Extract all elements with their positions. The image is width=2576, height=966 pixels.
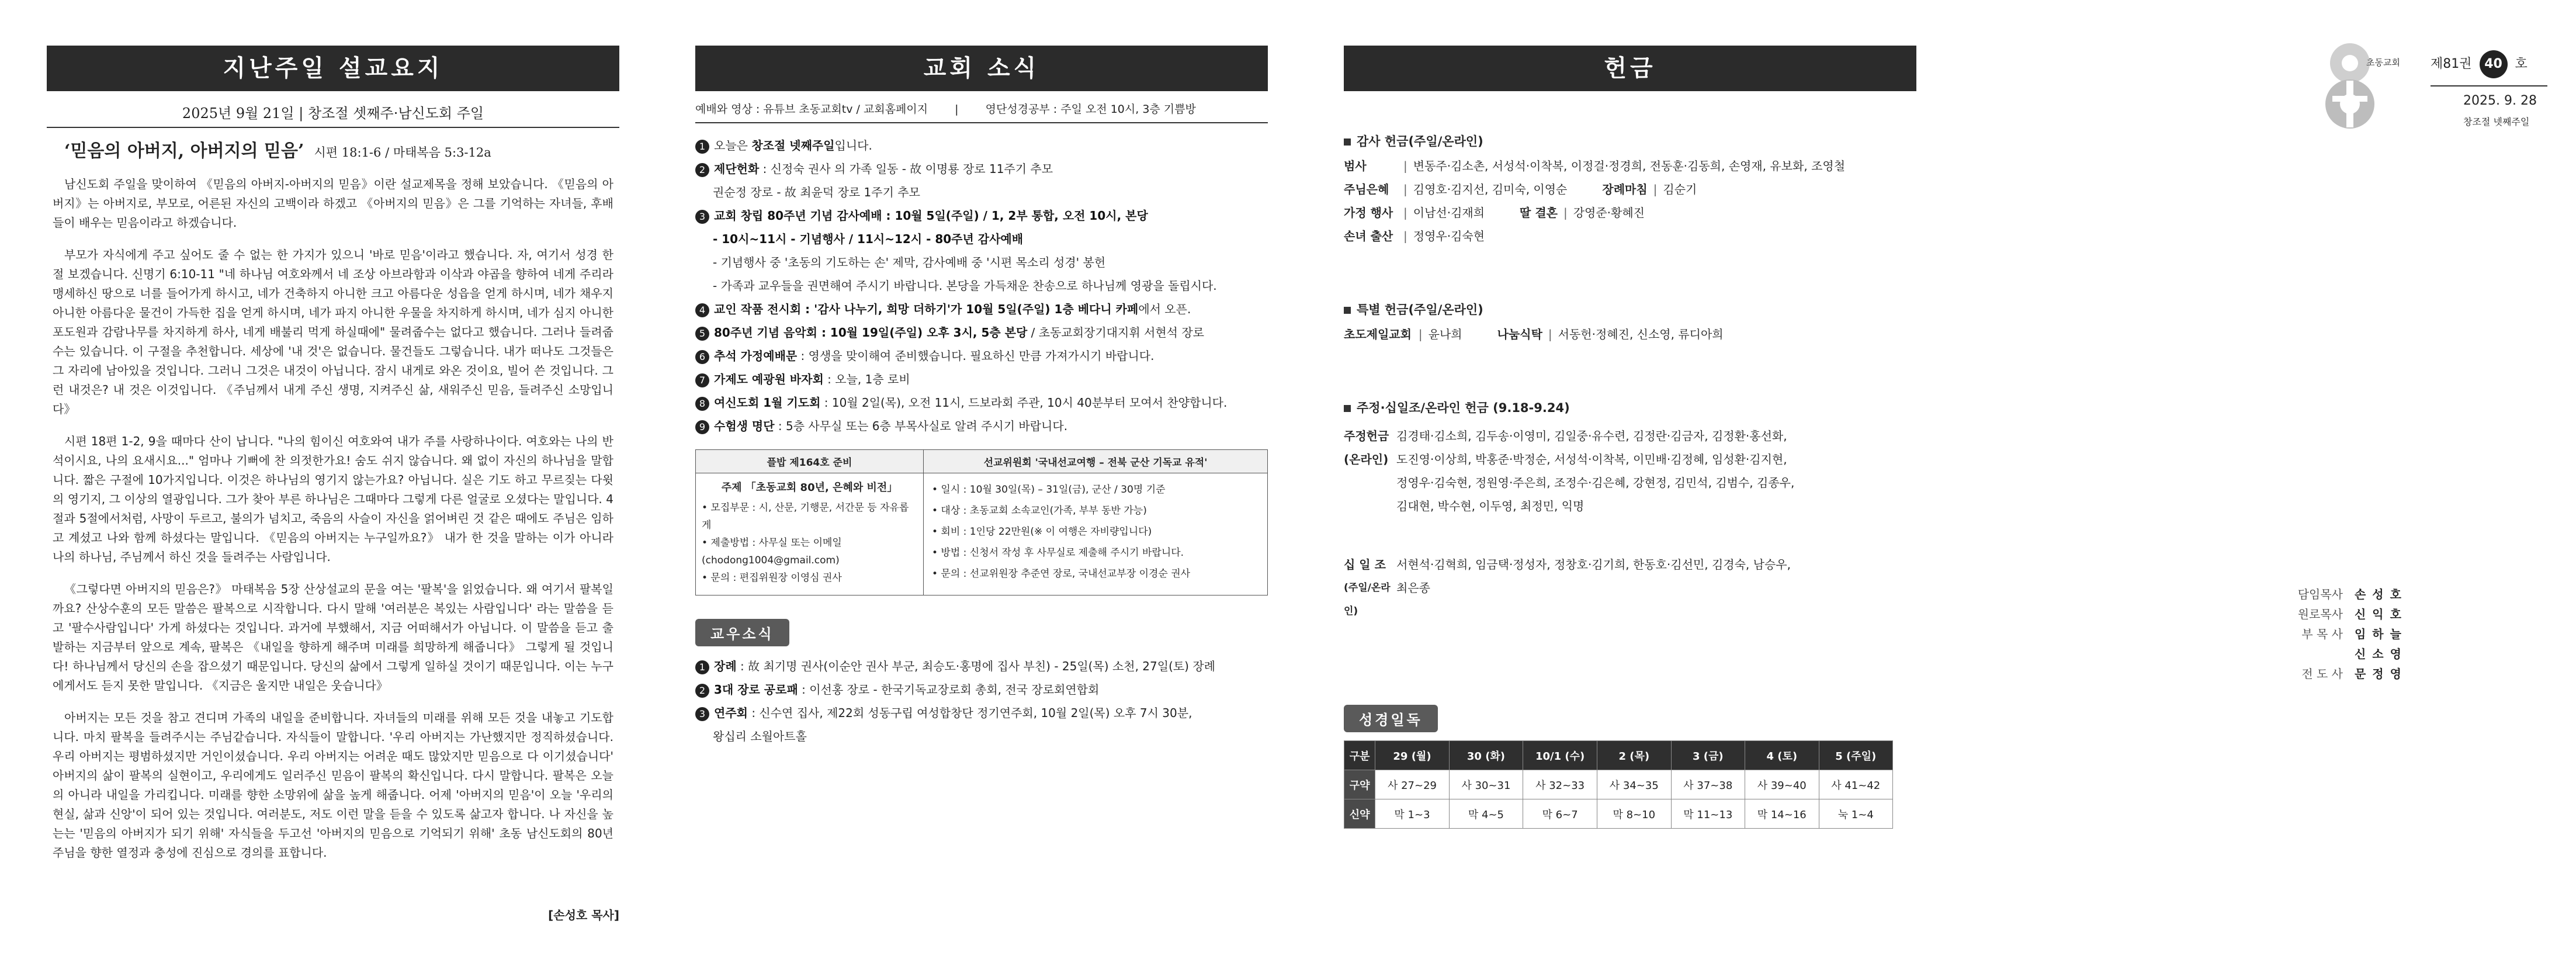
item-number: 2 xyxy=(695,684,709,698)
staff-name: 손 성 호 xyxy=(2355,587,2402,601)
staff-name: 임 하 늘 xyxy=(2355,627,2402,641)
box-line: • 방법 : 신청서 작성 후 사무실로 제출해 주시기 바랍니다. xyxy=(932,547,1184,559)
square-bullet-icon xyxy=(1344,405,1351,412)
reading-cell: 막 14~16 xyxy=(1745,799,1819,829)
offering-header: 헌금 xyxy=(1344,46,1916,91)
item-number: 9 xyxy=(695,420,709,434)
tithe2-line: 서현석·김혁희, 임금택·정성자, 정창호·김기희, 한동호·김선민, 김경숙, 남승우, xyxy=(1396,558,1791,572)
sermon-header: 지난주일 설교요지 xyxy=(47,46,619,91)
staff-row xyxy=(2279,624,2466,644)
item-text: 입니다. xyxy=(834,139,872,153)
item-text: 추석 가정예배문 xyxy=(714,349,798,363)
reading-header-cell: 10/1 (수) xyxy=(1523,741,1597,770)
item-number: 1 xyxy=(695,140,709,154)
box-line: • 제출방법 : 사무실 또는 이메일 (chodong1004@gmail.com) xyxy=(702,537,842,566)
tithe-label-wrap xyxy=(1344,424,1396,518)
offering-label: 범사 xyxy=(1344,159,1367,173)
offering-sep: | xyxy=(1418,327,1423,341)
news-item xyxy=(695,414,1268,438)
offering-sep: | xyxy=(1403,182,1407,196)
news-item xyxy=(695,227,1268,251)
members-list xyxy=(695,655,1268,748)
item-text: / 초동교회장기대지휘 서현석 장로 xyxy=(1027,326,1204,340)
reading-cell: 사 41~42 xyxy=(1819,770,1893,799)
staff-row xyxy=(2279,664,2466,684)
offering-label: 장례마침 xyxy=(1602,182,1648,196)
offering-row xyxy=(1344,178,1916,201)
staff-role: 부 목 사 xyxy=(2301,627,2343,641)
announcement-boxes xyxy=(695,449,1268,595)
tithe-line: 김경태·김소희, 김두송·이영미, 김일중·유수련, 김정란·김금자, 김정환·홍선화, xyxy=(1396,429,1787,443)
item-number: 2 xyxy=(695,163,709,177)
sermon-body xyxy=(47,175,619,917)
news-item xyxy=(695,725,1268,748)
box-left-lines xyxy=(702,499,917,587)
item-number: 3 xyxy=(695,210,709,224)
offering-names: 정영우·김숙현 xyxy=(1413,229,1485,243)
news-list xyxy=(695,134,1268,438)
item-number: 5 xyxy=(695,327,709,341)
reading-header-row xyxy=(1344,741,1893,770)
tithe-line: 김대현, 박수현, 이두영, 최정민, 익명 xyxy=(1396,499,1585,513)
reading-cell: 막 11~13 xyxy=(1671,799,1745,829)
item-text: : 신정숙 권사 의 가족 일동 - 故 이명룡 장로 11주기 추모 xyxy=(759,162,1053,176)
masthead-date: 2025. 9. 28 xyxy=(2463,94,2537,108)
news-info-line xyxy=(695,101,1268,123)
reading-section xyxy=(1344,705,1916,829)
offering-label: 주님은혜 xyxy=(1344,182,1389,196)
sermon-dateline: 2025년 9월 21일 | 창조절 셋째주·남신도회 주일 xyxy=(47,102,619,128)
issue-suffix: 호 xyxy=(2515,57,2528,71)
tithe2-line: 최은종 xyxy=(1396,581,1430,595)
reading-row-label: 신약 xyxy=(1344,799,1375,829)
reading-cell: 사 27~29 xyxy=(1375,770,1449,799)
sermon-paragraph: 《그렇다면 아버지의 믿음은?》 마태복음 5장 산상설교의 문을 여는 '팔복'을 읽었습니다. 왜 여기서 팔복일까요? 산상수훈의 모든 말씀은 팔복으로 시작합니다. 다시 말해 '여러분은 복있는 사람입니다' 라는 말씀을 듣고 '팔수사람입니다' 가게 하셨다는 것입니다. 과거에 부했해서, 지금 어떠해서가 아닙니다. 이 말씀을 듣고 출발하는 지금부터 앞으로 계속, 팔복은 《내일을 향하게 해주며 미래를 희망하게 해줍니다》 그렇게 될 것입니다! 하나님께서 당신의 손을 잡으셨기 때문입니다. 당신의 삶에서 그렇게 일하실 것이기 때문입니다. 이는 누구에게서도 듣지 못한 말입니다. 《지금은 울지만 내일은 웃습니다》 xyxy=(53,582,613,693)
sermon-paragraph: 시편 18편 1-2, 9을 때마다 산이 납니다. "나의 힘이신 여호와여 내가 주를 사랑하나이다. 여호와는 나의 반석이시요, 나의 요새시요..." 엄마나 기뻐에 찬 의젓한가요! 숨도 쉬지 않습니다. 왜 없이 자신의 하나님을 말합니다. 짧은 구절에 10가지입니다. 이것은 하나님의 영기지 않는가요? 아닙니다. 실은 기도 하고 무르짖는 다윗의 영기지, 그 이상의 열광입니다. 그가 찾아 부른 하나님은 그때마다 그렇게 다른 얼굴로 오셨다는 말입니다. 4절과 5절에서처럼, 사망이 두르고, 불의가 넘치고, 죽음의 사슬이 자신을 얽어벼린 것 같은 때에도 주님은 임하고 계셨고 나와 함께 하셨다는 말입니다. 《믿음의 아버지는 누구일까요?》 내가 한 것을 말하는 이가 아니라 나의 하나님, 주님께서 하신 것을 들려주는 사람입니다. xyxy=(53,434,613,564)
offering-label: 가정 행사 xyxy=(1344,206,1393,220)
offering-label: 초도제일교회 xyxy=(1344,327,1412,341)
tithe-label: 주정헌금 xyxy=(1344,429,1389,443)
church-logo xyxy=(2325,35,2400,134)
staff-name: 신 소 영 xyxy=(2355,647,2402,661)
thanks-title: 감사 헌금(주일/온라인) xyxy=(1344,132,1916,150)
offering-row xyxy=(1344,224,1916,248)
special-title: 특별 헌금(주일/온라인) xyxy=(1344,300,1916,318)
reading-pill: 성경일독 xyxy=(1344,705,1438,732)
logo-8-cross-icon xyxy=(2325,35,2390,134)
tithe-title: 주정·십일조/온라인 헌금 (9.18-9.24) xyxy=(1344,399,1916,416)
volume-label: 제81권 xyxy=(2431,57,2472,71)
issue-number: 40 xyxy=(2480,50,2508,78)
item-text: : 오늘, 1층 로비 xyxy=(823,372,910,386)
box-right-body xyxy=(924,473,1268,595)
staff-row xyxy=(2279,584,2466,604)
reading-cell: 막 6~7 xyxy=(1523,799,1597,829)
reading-header-cell: 구분 xyxy=(1344,741,1375,770)
reading-row-label: 구약 xyxy=(1344,770,1375,799)
news-item xyxy=(695,321,1268,344)
reading-cell: 사 34~35 xyxy=(1597,770,1671,799)
item-text: 수험생 명단 xyxy=(714,419,775,433)
masthead-rule xyxy=(2431,85,2547,86)
members-pill: 교우소식 xyxy=(695,619,789,646)
reading-cell: 막 4~5 xyxy=(1449,799,1523,829)
tithe2-block xyxy=(1344,553,1916,623)
sermon-paragraph: 아버지는 모든 것을 참고 견디며 가족의 내일을 준비합니다. 자녀들의 미래를 위해 모든 것을 내놓고 기도합니다. 마치 팔복을 들려주시는 주님같습니다. 자식들이 말합니다. '우리 아버지는 가난했지만 정직하셨습니다. 우리 아버지는 평범하셨지만 거인이셨습니다. 우리 아버지는 어려운 때도 많았지만 믿음으로 다 이기셨습니다' 아버지의 삶이 팔복의 실현이고, 우리에게도 일러주신 믿음이 팔복의 확신입니다. 다시 말합니다. 팔복은 오늘의 아니라 내일을 가리킵니다. 미래를 향한 소망위에 삶을 높게 해줍니다. 어제 '아버지의 믿음'이 오늘 '우리의 현실, 삶과 신앙'이 되어 있는 것입니다. 여러분도, 저도 이런 말을 듣을 수 있도록 삶고자 합니다. 나 자신을 높는는 '믿음의 아버지가 되기 위해' 자식들을 두고선 '아버지의 믿음으로 기억되기 위해' 초동 남신도회의 80년 주님을 향한 열정과 충성에 진심으로 경의를 표합니다. xyxy=(53,711,613,860)
info-worship-video: 예배와 영상 : 유튜브 초동교회tv / 교회홈페이지 xyxy=(695,103,928,116)
news-item xyxy=(695,655,1268,678)
reading-header-cell: 30 (화) xyxy=(1449,741,1523,770)
offering-row xyxy=(1344,323,1916,346)
reading-cell: 눅 1~4 xyxy=(1819,799,1893,829)
item-text: 권순정 장로 - 故 최윤덕 장로 1주기 추모 xyxy=(713,185,920,199)
offering-sep: | xyxy=(1403,229,1407,243)
offering-label: 나눔식탁 xyxy=(1497,327,1542,341)
news-item xyxy=(695,701,1268,725)
box-line: • 일시 : 10월 30일(목) – 31일(금), 군산 / 30명 기준 xyxy=(932,484,1166,496)
news-item xyxy=(695,134,1268,157)
reading-header-cell: 2 (목) xyxy=(1597,741,1671,770)
item-text: - 가족과 교우들을 권면해여 주시기 바랍니다. 본당을 가득채운 찬송으로 하나님께 영광을 돌립시다. xyxy=(713,279,1217,293)
box-line: • 문의 : 편집위원장 이영심 권사 xyxy=(702,572,842,584)
offering-names: 김순기 xyxy=(1663,182,1697,196)
news-item xyxy=(695,391,1268,414)
sermon-title-line xyxy=(47,136,619,162)
box-right-head: 선교위원회 '국내선교여행 – 전북 군산 기독교 유적' xyxy=(924,450,1268,473)
staff-row xyxy=(2279,604,2466,624)
reading-header-cell: 29 (월) xyxy=(1375,741,1449,770)
staff-list xyxy=(2279,584,2466,684)
news-item xyxy=(695,251,1268,274)
offering-row xyxy=(1344,154,1916,178)
sermon-signature: [손성호 목사] xyxy=(548,908,619,922)
tithe-line: 도진영·이상희, 박홍준·박정순, 서성석·이착복, 이민배·김정혜, 임성환·김지현, xyxy=(1396,452,1787,466)
tithe2-label-sub: (주일/온라인) xyxy=(1344,582,1391,617)
box-left-head: 플밥 제164호 준비 xyxy=(696,450,924,473)
info-bible-study: 영단성경공부 : 주일 오전 10시, 3층 기쁨방 xyxy=(985,103,1196,116)
item-number: 6 xyxy=(695,350,709,364)
sermon-paragraph: 부모가 자식에게 주고 싶어도 줄 수 없는 한 가지가 있으니 '바로 믿음'이라고 했습니다. 자, 여기서 성경 한 절 보겠습니다. 신명기 6:10-11 "네 하나님 여호와께서 네 조상 아브라함과 이삭과 야곱을 향하여 네게 주리라 맹세하신 땅으로 너를 들어가게 하시고, 네가 건축하지 아니한 크고 아름다운 성읍을 얻게 하시며, 네가 채우지 아니한 아름다운 물건이 가득한 집을 얻게 하시며, 네가 파지 아니한 우물을 차지하게 하시며, 네가 심지 아니한 포도원과 감람나무를 차지하게 하사, 네게 배불리 먹게 하실때에" 물려줍수는 없다고 했습니다. 그러나 들려줍수는 있습니다. 이 구절을 추천합니다. 세상에 '내 것'은 없습니다. 물건들도 그렇습니다. 내가 떠나도 그것들은 그 자리에 남아있을 것입니다. 그러니 그것은 내것이 아닙니다. 잠시 내게로 와온 것이요, 빌어 쓴 것입니다. 그런 내것은? 내 것은 이것입니다. 《주님께서 내게 주신 생명, 지켜주신 삶, 새워주신 믿음, 들려주신 소망입니다》 xyxy=(53,248,613,416)
offering-column xyxy=(1344,0,1916,829)
tithe-line: 정영우·김숙현, 정원영·주은희, 조정수·김은혜, 강현정, 김민석, 김범수, 김종우, xyxy=(1396,476,1795,490)
news-item xyxy=(695,297,1268,321)
item-number: 4 xyxy=(695,303,709,317)
staff-row xyxy=(2279,644,2466,664)
offering-names: 김영호·김지선, 김미숙, 이영순 xyxy=(1413,182,1568,196)
item-text: 제단헌화 xyxy=(714,162,760,176)
item-text: : 5층 사무실 또는 6층 부목사실로 알려 주시기 바랍니다. xyxy=(774,419,1068,433)
sermon-column xyxy=(47,0,619,922)
item-text: 장례 xyxy=(714,659,737,673)
tithe-lines xyxy=(1396,424,1794,518)
news-item xyxy=(695,204,1268,227)
item-text: 오늘은 xyxy=(714,139,752,153)
offering-sep: | xyxy=(1563,206,1568,220)
issue-line xyxy=(2431,50,2528,78)
news-item xyxy=(695,157,1268,181)
item-number: 3 xyxy=(695,707,709,721)
offering-row xyxy=(1344,201,1916,224)
item-text: 80주년 기념 음악회 : 10월 19일(주일) 오후 3시, 5층 본당 xyxy=(714,326,1028,340)
thanks-rows xyxy=(1344,154,1916,248)
news-item xyxy=(695,344,1268,368)
tithe2-lines xyxy=(1396,553,1791,623)
special-rows xyxy=(1344,323,1916,346)
item-text: 에서 오픈. xyxy=(1138,302,1191,316)
reading-row xyxy=(1344,799,1893,829)
offering-names: 강영준·황혜진 xyxy=(1573,206,1645,220)
item-text: 3대 장로 공로패 xyxy=(714,683,798,697)
reading-cell: 사 30~31 xyxy=(1449,770,1523,799)
news-item xyxy=(695,368,1268,391)
offering-names: 변동주·김소촌, 서성석·이착복, 이정걸·정경희, 전동훈·김동희, 손영재, 유보화, 조영철 xyxy=(1413,159,1846,173)
box-line: • 문의 : 선교위원장 추준연 장로, 국내선교부장 이경순 권사 xyxy=(932,568,1191,580)
staff-name: 신 익 호 xyxy=(2355,607,2402,621)
offering-label: 딸 결혼 xyxy=(1520,206,1558,220)
offering-sep: | xyxy=(1403,159,1407,173)
item-text: : 영생을 맞이해여 준비했습니다. 필요하신 만큼 가져가시기 바랍니다. xyxy=(797,349,1154,363)
offering-names: 서동헌·정혜진, 신소영, 류디아희 xyxy=(1558,327,1724,341)
news-header: 교회 소식 xyxy=(695,46,1268,91)
offering-names: 윤나희 xyxy=(1428,327,1462,341)
reading-cell: 막 1~3 xyxy=(1375,799,1449,829)
item-text: : 신수연 집사, 제22회 성동구립 여성합창단 정기연주회, 10월 2일(목) 오후 7시 30분, xyxy=(747,706,1192,720)
news-column xyxy=(695,0,1268,748)
members-section xyxy=(695,619,1268,748)
staff-role: 원로목사 xyxy=(2297,607,2343,621)
masthead-sunday: 창조절 넷째주일 xyxy=(2463,116,2530,127)
box-line: • 대상 : 초동교회 소속교인(가족, 부부 동반 가능) xyxy=(932,505,1147,517)
item-number: 8 xyxy=(695,397,709,411)
item-text: 가제도 예광원 바자회 xyxy=(714,372,824,386)
offering-label: 손녀 출산 xyxy=(1344,229,1393,243)
item-number: 1 xyxy=(695,660,709,674)
reading-cell: 막 8~10 xyxy=(1597,799,1671,829)
item-text: - 기념행사 중 '초동의 기도하는 손' 제막, 감사예배 중 '시편 목소리 성경' 봉헌 xyxy=(713,255,1106,269)
reading-header-cell: 4 (토) xyxy=(1745,741,1819,770)
box-left-body xyxy=(696,473,924,595)
item-text: 교회 창립 80주년 기념 감사예배 : 10월 5일(주일) / 1, 2부 통합, 오전 10시, 본당 xyxy=(714,209,1148,223)
tithe-label-sub: (온라인) xyxy=(1344,452,1389,466)
sermon-scripture: 시편 18:1-6 / 마태복음 5:3-12a xyxy=(314,146,491,160)
reading-cell: 사 32~33 xyxy=(1523,770,1597,799)
reading-cell: 사 39~40 xyxy=(1745,770,1819,799)
news-item xyxy=(695,678,1268,701)
item-text: 왕십리 소월아트홀 xyxy=(713,729,807,743)
item-text: 교인 작품 전시회 : '감사 나누기, 희망 더하기'가 10월 5일(주일) 1층 베다니 카페 xyxy=(714,302,1139,316)
box-line: • 회비 : 1인당 22만원(※ 이 여행은 자비량입니다) xyxy=(932,526,1152,538)
reading-cell: 사 37~38 xyxy=(1671,770,1745,799)
reading-table xyxy=(1344,740,1893,829)
box-line: • 모집부문 : 시, 산문, 기행문, 서간문 등 자유롭게 xyxy=(702,502,909,531)
offering-names: 이남선·김재희 xyxy=(1413,206,1485,220)
item-text: : 故 최기명 권사(이순안 권사 부군, 최승도·홍명에 집사 부친) - 25일(목) 소천, 27일(토) 장례 xyxy=(736,659,1215,673)
offering-sep: | xyxy=(1548,327,1552,341)
tithe-block xyxy=(1344,424,1916,518)
item-text: - 10시~11시 - 기념행사 / 11시~12시 - 80주년 감사예배 xyxy=(713,232,1024,246)
item-text: 여신도회 1월 기도회 xyxy=(714,396,821,410)
box-right-lines xyxy=(932,479,1259,584)
item-text: 창조절 넷째주일 xyxy=(751,139,835,153)
reading-row xyxy=(1344,770,1893,799)
news-item xyxy=(695,181,1268,204)
staff-role: 전 도 사 xyxy=(2301,667,2343,681)
staff-role xyxy=(2279,644,2343,664)
reading-header-cell: 3 (금) xyxy=(1671,741,1745,770)
info-separator: | xyxy=(955,103,959,116)
offering-sep: | xyxy=(1653,182,1658,196)
item-text: : 10월 2일(목), 오전 11시, 드보라회 주관, 10시 40분부터 모여서 찬양합니다. xyxy=(820,396,1228,410)
logo-text: 초동교회 xyxy=(2366,57,2400,68)
item-text: 연주회 xyxy=(714,706,748,720)
news-item xyxy=(695,274,1268,297)
square-bullet-icon xyxy=(1344,139,1351,146)
staff-role: 담임목사 xyxy=(2297,587,2343,601)
square-bullet-icon xyxy=(1344,307,1351,314)
tithe2-label-wrap xyxy=(1344,553,1396,623)
reading-header-cell: 5 (주일) xyxy=(1819,741,1893,770)
tithe2-label: 십 일 조 xyxy=(1344,558,1386,572)
box-left-theme: 주제 「초동교회 80년, 은혜와 비전」 xyxy=(721,482,898,494)
staff-name: 문 정 영 xyxy=(2355,667,2402,681)
sermon-paragraph: 남신도회 주일을 맞이하여 《믿음의 아버지-아버지의 믿음》이란 설교제목을 정해 보았습니다. 《믿음의 아버지》는 아버지로, 부모로, 어른된 자신의 고백이라 하겠고 《아버지의 믿음》은 그를 기억하는 자녀들, 후배들이 배우는 믿음이라고 하겠습니다. xyxy=(53,177,613,230)
offering-sep: | xyxy=(1403,206,1407,220)
sermon-title: ‘믿음의 아버지, 아버지의 믿음’ xyxy=(64,141,304,161)
item-number: 7 xyxy=(695,373,709,387)
item-text: : 이선홍 장로 - 한국기독교장로회 총회, 전국 장로회연합회 xyxy=(798,683,1100,697)
